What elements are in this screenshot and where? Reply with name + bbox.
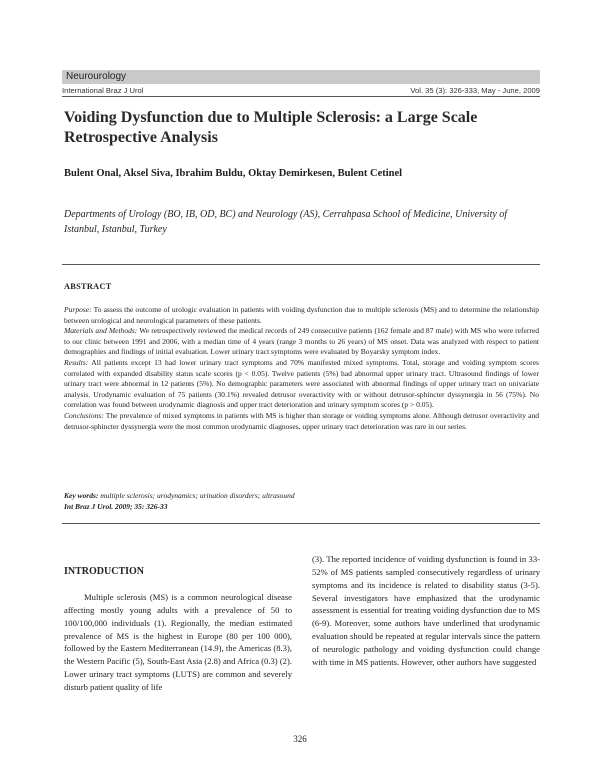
section-band	[62, 70, 540, 84]
purpose-text: To assess the outcome of urologic evaluation in patients with voiding dysfunction due to multiple sclerosis (MS) and to determine the relationship between urological and neurological parameters of these patients.	[64, 305, 539, 325]
keywords-line	[64, 490, 534, 501]
affiliation: Departments of Urology (BO, IB, OD, BC) and Neurology (AS), Cerrahpasa School of Medicine, University of Istanbul, Istanbul, Turkey	[64, 209, 508, 235]
page-number: 326	[293, 734, 307, 744]
citation: Int Braz J Urol. 2009; 35: 326-33	[64, 502, 168, 511]
author-list: Bulent Onal, Aksel Siva, Ibrahim Buldu, Oktay Demirkesen, Bulent Cetinel	[64, 168, 403, 179]
purpose-label: Purpose:	[64, 305, 92, 314]
abstract-bottom-divider	[62, 523, 540, 524]
intro-paragraph-left: Multiple sclerosis (MS) is a common neurological disease affecting mostly young adults with a prevalence of 50 to 100/100,000 individuals (1). Regionally, the median estimated prevalence of MS is the highest in Europe (80 per 100 000), followed by the Eastern Mediterranean (14.9), the Americas (8.3), the Western Pacific (5), South-East Asia (2.8) and Africa (0.3) (2). Lower urinary tract symptoms (LUTS) are common and severely disturb patient quality of life	[64, 592, 292, 692]
journal-header	[62, 86, 540, 95]
keywords-value: multiple sclerosis; urodynamics; urination disorders; ultrasound	[100, 491, 295, 500]
results-label: Results:	[64, 357, 89, 367]
body-column-left	[64, 591, 292, 694]
header-divider	[62, 96, 540, 97]
abstract-conclusions	[64, 411, 539, 432]
journal-name: International Braz J Urol	[62, 86, 144, 95]
intro-paragraph-right: (3). The reported incidence of voiding dysfunction is found in 33-52% of MS patients sampled consecutively regardless of urinary symptoms and its incidence is related to disability status (3-5). Several investigators have emphasized that the urodynamic assessment is essential for treating voiding dysfunction due to MS (6-9). Moreover, some authors have underlined that urodynamic evaluation should be repeated at regular intervals since the pattern of neurologic pathology and voiding dysfunction could change with time in MS patients. However, other authors have suggested	[312, 554, 540, 667]
abstract-top-divider	[62, 264, 540, 265]
section-label: Neurourology	[66, 71, 127, 82]
body-column-right	[312, 553, 540, 669]
results-text: All patients except 13 had lower urinary tract symptoms and 70% manifested mixed symptoms. Total, storage and voiding symptom scores correlated with expanded disability status scale scores (p < 0.05). Twelve patients (5%) had abnormal upper urinary tract. Ultrasound findings of lower urinary tract were abnormal in 12 patients (5%). No demographic parameters were associated with abnormal findings of upper urinary tract on univariate analysis. Urodynamic evaluation of 75 patients (30.1%) revealed detrusor overactivity with or without detrusor-sphincter dyssynergia in 56 (75%). No correlation was found between urodynamic diagnosis and upper tract deterioration and urinary symptom scores (p > 0.05).	[64, 357, 539, 410]
abstract-body	[64, 305, 539, 432]
conclusions-label: Conclusions:	[64, 410, 104, 420]
journal-volume: Vol. 35 (3): 326-333, May - June, 2009	[410, 86, 540, 95]
abstract-purpose	[64, 305, 539, 326]
methods-label: Materials and Methods:	[64, 326, 138, 336]
abstract-results	[64, 358, 539, 411]
methods-text: We retrospectively reviewed the medical records of 249 consecutive patients (162 female and 87 male) with MS who were referred to our clinic between 1991 and 2006, with a median time of 4 years (range 3 months to 26 years) of MS onset. Data was analyzed with respect to patient demographies and findings of initial evaluation. Lower urinary tract symptoms were evaluated by Boyarsky symptom index.	[64, 326, 539, 357]
article-title: Voiding Dysfunction due to Multiple Sclerosis: a Large Scale Retrospective Analysis	[64, 109, 478, 146]
keywords-label: Key words:	[64, 491, 99, 500]
abstract-heading: ABSTRACT	[64, 282, 112, 291]
introduction-heading: INTRODUCTION	[64, 566, 145, 577]
conclusions-text: The prevalence of mixed symptoms in patients with MS is higher than storage or voiding symptoms alone. Although detrusor overactivity and detrusor-sphincter dyssynergia were the most common urodynamic diagnoses, upper urinary tract deterioration was rare in our series.	[64, 410, 539, 431]
keywords-block	[64, 490, 534, 512]
abstract-methods	[64, 326, 539, 358]
